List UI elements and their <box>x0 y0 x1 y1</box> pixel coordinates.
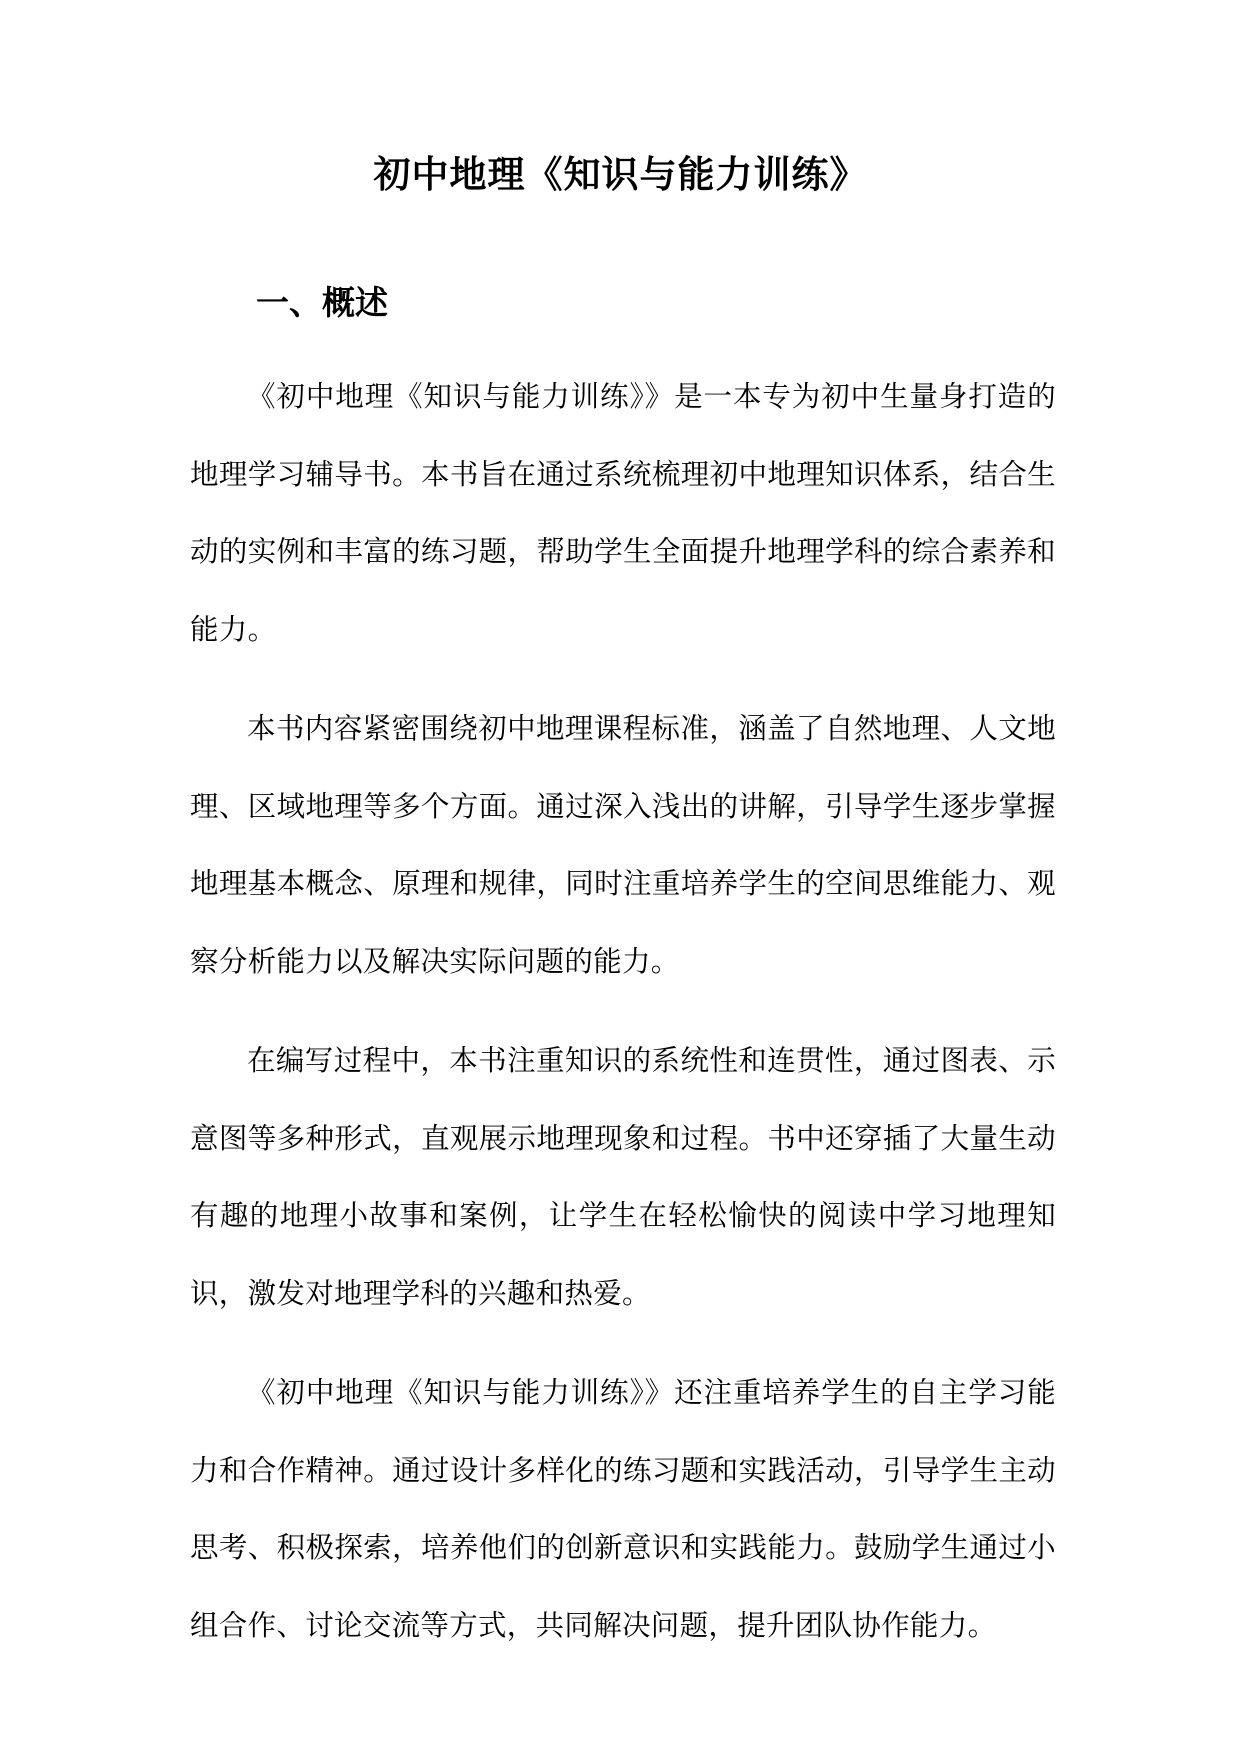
paragraph-1: 《初中地理《知识与能力训练》》是一本专为初中生量身打造的地理学习辅导书。本书旨在通过系统梳理初中地理知识体系，结合生动的实例和丰富的练习题，帮助学生全面提升地理学科的综合素养和能力。 <box>190 380 1056 646</box>
paragraph-2: 本书内容紧密围绕初中地理课程标准，涵盖了自然地理、人文地理、区域地理等多个方面。通过深入浅出的讲解，引导学生逐步掌握地理基本概念、原理和规律，同时注重培养学生的空间思维能力、观察分析能力以及解决实际问题的能力。 <box>190 712 1056 978</box>
section-heading-overview: 一、概述 <box>256 283 388 322</box>
document-body <box>190 358 1056 1686</box>
paragraph-4: 《初中地理《知识与能力训练》》还注重培养学生的自主学习能力和合作精神。通过设计多样化的练习题和实践活动，引导学生主动思考、积极探索，培养他们的创新意识和实践能力。鼓励学生通过小组合作、讨论交流等方式，共同解决问题，提升团队协作能力。 <box>190 1376 1056 1642</box>
paragraph-3: 在编写过程中，本书注重知识的系统性和连贯性，通过图表、示意图等多种形式，直观展示地理现象和过程。书中还穿插了大量生动有趣的地理小故事和案例，让学生在轻松愉快的阅读中学习地理知识，激发对地理学科的兴趣和热爱。 <box>190 1044 1056 1310</box>
document-title: 初中地理《知识与能力训练》 <box>373 152 868 196</box>
